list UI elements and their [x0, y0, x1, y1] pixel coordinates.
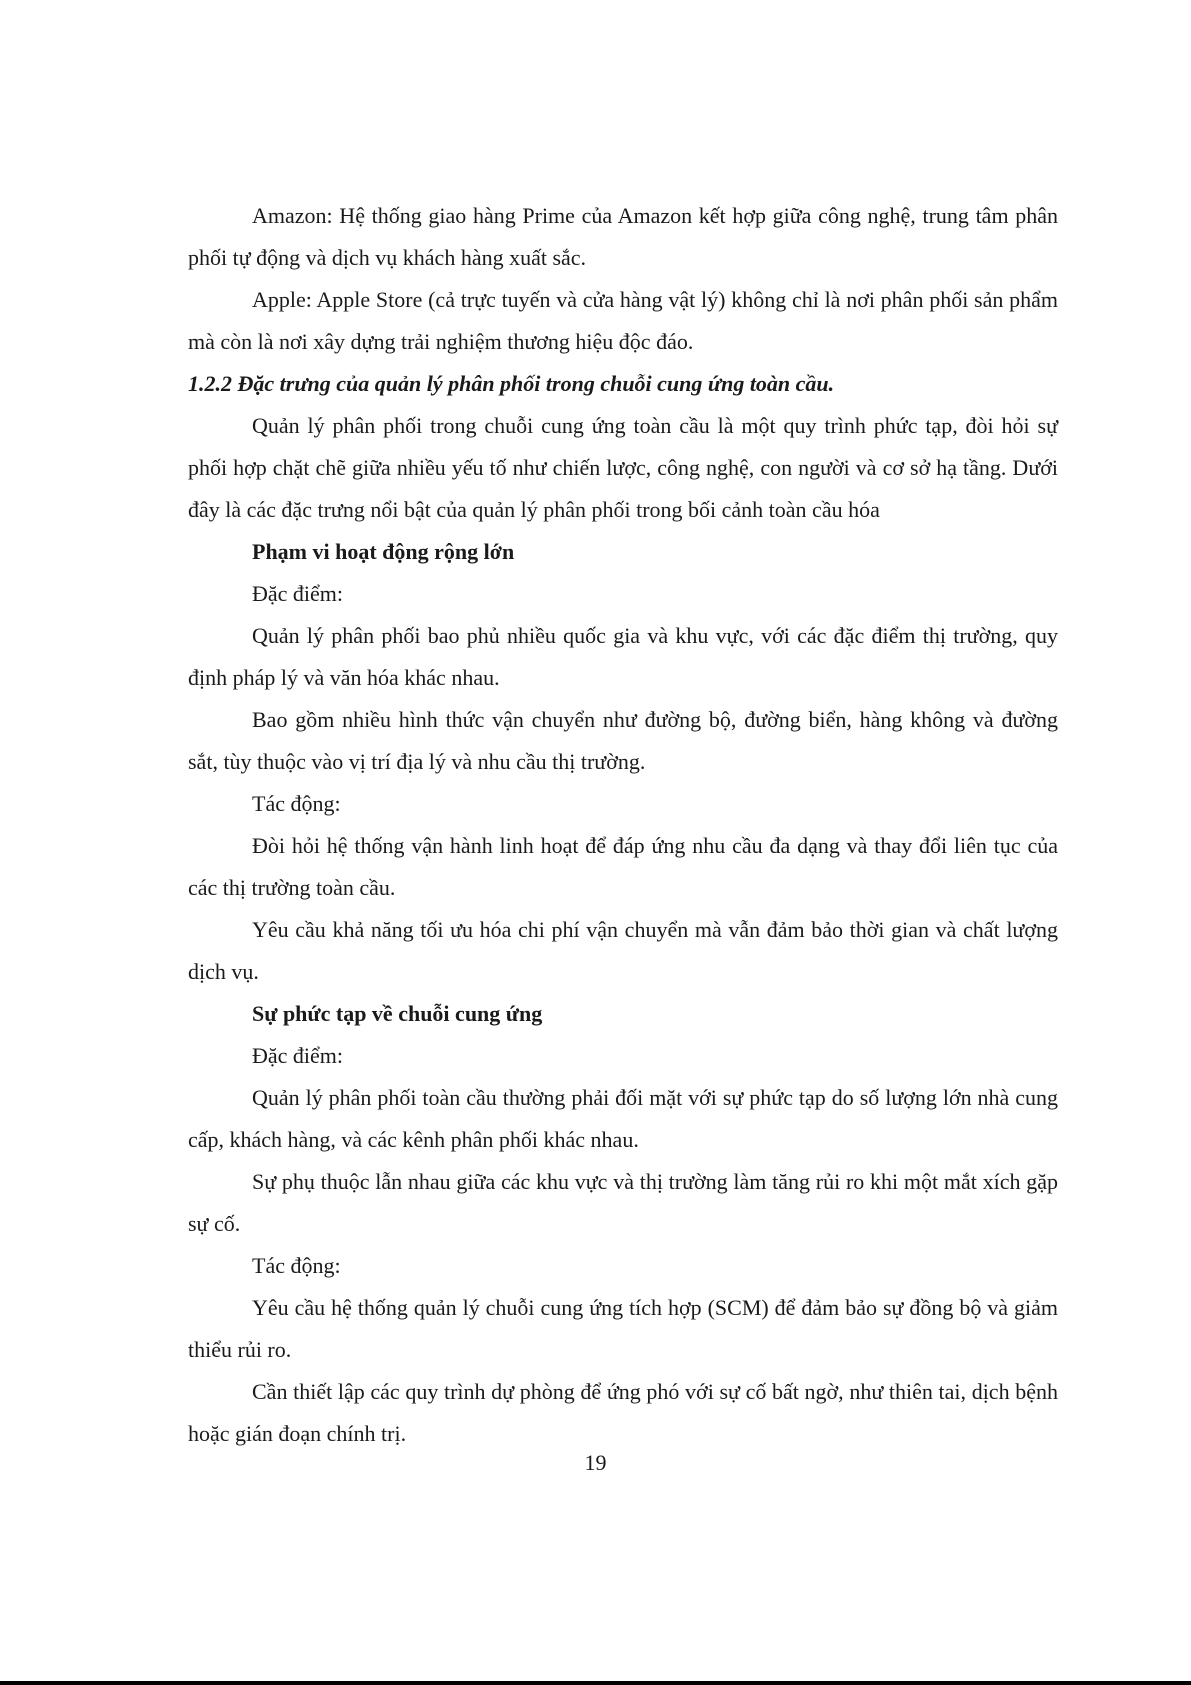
- paragraph-impact: Cần thiết lập các quy trình dự phòng để ứng phó với sự cố bất ngờ, như thiên tai, dịch bệnh hoặc gián đoạn chính trị.: [188, 1379, 1058, 1446]
- subheading-complexity: Sự phức tạp về chuỗi cung ứng: [252, 1001, 543, 1026]
- paragraph-feature: Bao gồm nhiều hình thức vận chuyển như đường bộ, đường biển, hàng không và đường sắt, tùy thuộc vào vị trí địa lý và nhu cầu thị trường.: [188, 707, 1058, 774]
- document-body: [188, 195, 1058, 1455]
- section-heading: 1.2.2 Đặc trưng của quản lý phân phối trong chuỗi cung ứng toàn cầu.: [188, 371, 835, 396]
- paragraph-impact: Yêu cầu hệ thống quản lý chuỗi cung ứng tích hợp (SCM) để đảm bảo sự đồng bộ và giảm thiểu rủi ro.: [188, 1295, 1058, 1362]
- paragraph-impact: Đòi hỏi hệ thống vận hành linh hoạt để đáp ứng nhu cầu đa dạng và thay đổi liên tục của các thị trường toàn cầu.: [188, 833, 1058, 900]
- label-impact: Tác động:: [252, 791, 341, 816]
- label-features: Đặc điểm:: [252, 1043, 344, 1068]
- paragraph-impact: Yêu cầu khả năng tối ưu hóa chi phí vận chuyển mà vẫn đảm bảo thời gian và chất lượng dịch vụ.: [188, 917, 1058, 984]
- label-impact: Tác động:: [252, 1253, 341, 1278]
- page-number: 19: [584, 1450, 607, 1475]
- label-features: Đặc điểm:: [252, 581, 344, 606]
- subheading-scope: Phạm vi hoạt động rộng lớn: [252, 539, 515, 564]
- bottom-rule: [0, 1681, 1191, 1685]
- paragraph-feature: Quản lý phân phối toàn cầu thường phải đối mặt với sự phức tạp do số lượng lớn nhà cung cấp, khách hàng, và các kênh phân phối khác nhau.: [188, 1085, 1058, 1152]
- paragraph-intro: Quản lý phân phối trong chuỗi cung ứng toàn cầu là một quy trình phức tạp, đòi hỏi sự phối hợp chặt chẽ giữa nhiều yếu tố như chiến lược, công nghệ, con người và cơ sở hạ tầng. Dưới đây là các đặc trưng nổi bật của quản lý phân phối trong bối cảnh toàn cầu hóa: [188, 413, 1058, 522]
- paragraph-feature: Sự phụ thuộc lẫn nhau giữa các khu vực và thị trường làm tăng rủi ro khi một mắt xích gặp sự cố.: [188, 1169, 1058, 1236]
- paragraph-feature: Quản lý phân phối bao phủ nhiều quốc gia và khu vực, với các đặc điểm thị trường, quy định pháp lý và văn hóa khác nhau.: [188, 623, 1058, 690]
- paragraph-apple: Apple: Apple Store (cả trực tuyến và cửa hàng vật lý) không chỉ là nơi phân phối sản phẩm mà còn là nơi xây dựng trải nghiệm thương hiệu độc đáo.: [188, 287, 1058, 354]
- paragraph-amazon: Amazon: Hệ thống giao hàng Prime của Amazon kết hợp giữa công nghệ, trung tâm phân phối tự động và dịch vụ khách hàng xuất sắc.: [188, 203, 1058, 270]
